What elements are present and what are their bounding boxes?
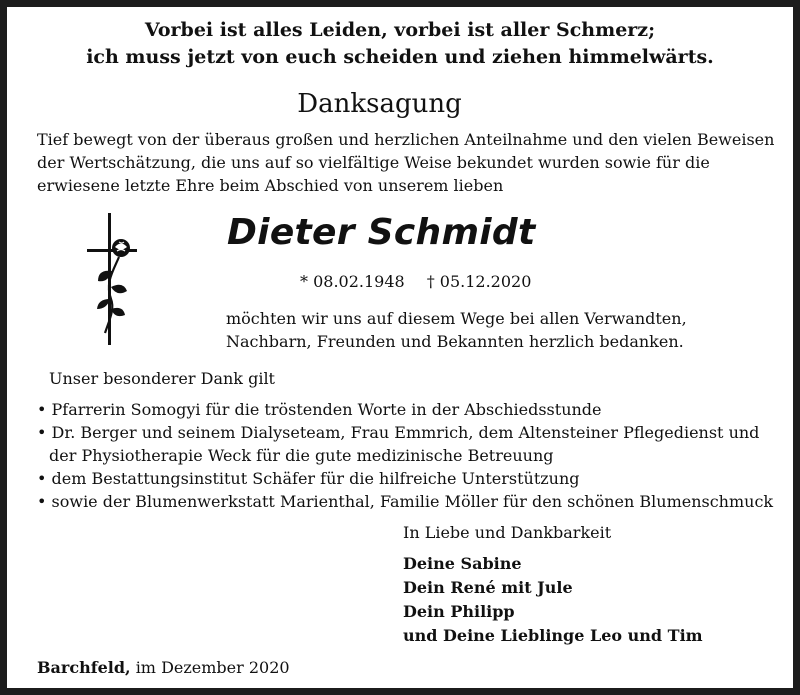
list-item: • sowie der Blumenwerkstatt Marienthal, Familie Möller für den schönen Blumenschmuck xyxy=(37,492,774,511)
list-item: • Pfarrerin Somogyi für die tröstenden Worte in der Abschiedsstunde xyxy=(37,400,602,419)
place-date: im Dezember 2020 xyxy=(135,658,290,677)
place-and-date xyxy=(37,656,437,679)
signature-block xyxy=(403,552,783,648)
thanks-paragraph xyxy=(226,307,766,353)
special-thanks-heading: Unser besonderer Dank gilt xyxy=(49,369,275,388)
list-item-continuation: der Physiotherapie Weck für die gute medizinische Betreuung xyxy=(49,446,554,465)
cross-with-rose-icon xyxy=(81,211,141,347)
signature-line: Dein Philipp xyxy=(403,602,515,621)
signature-line: Dein René mit Jule xyxy=(403,578,573,597)
thanks-list xyxy=(37,398,785,513)
list-item: • dem Bestattungsinstitut Schäfer für die hilfreiche Unterstützung xyxy=(37,469,580,488)
intro-line-3: erwiesene letzte Ehre beim Abschied von unserem lieben xyxy=(37,176,504,195)
place-town: Barchfeld, xyxy=(37,658,131,677)
birth-date: * 08.02.1948 xyxy=(300,272,405,291)
quote-line-1: Vorbei ist alles Leiden, vorbei ist aller Schmerz; xyxy=(144,19,656,41)
intro-line-1: Tief bewegt von der überaus großen und herzlichen Anteilnahme und den vielen Beweisen xyxy=(37,130,775,149)
signature-line: und Deine Lieblinge Leo und Tim xyxy=(403,626,703,645)
closing-phrase: In Liebe und Dankbarkeit xyxy=(403,523,612,542)
list-item: • Dr. Berger und seinem Dialyseteam, Frau Emmrich, dem Altensteiner Pflegedienst und xyxy=(37,423,760,442)
intro-paragraph xyxy=(37,128,777,197)
memorial-quote xyxy=(7,17,793,71)
intro-line-2: der Wertschätzung, die uns auf so vielfältige Weise bekundet wurden sowie für die xyxy=(37,153,710,172)
thanks-line-2: Nachbarn, Freunden und Bekannten herzlich bedanken. xyxy=(226,332,684,351)
deceased-name: Dieter Schmidt xyxy=(227,212,536,253)
page-title: Danksagung xyxy=(297,89,462,119)
life-dates xyxy=(300,271,600,293)
death-date: † 05.12.2020 xyxy=(426,272,532,291)
quote-line-2: ich muss jetzt von euch scheiden und ziehen himmelwärts. xyxy=(86,46,714,68)
signature-line: Deine Sabine xyxy=(403,554,522,573)
thanks-line-1: möchten wir uns auf diesem Wege bei allen Verwandten, xyxy=(226,309,687,328)
